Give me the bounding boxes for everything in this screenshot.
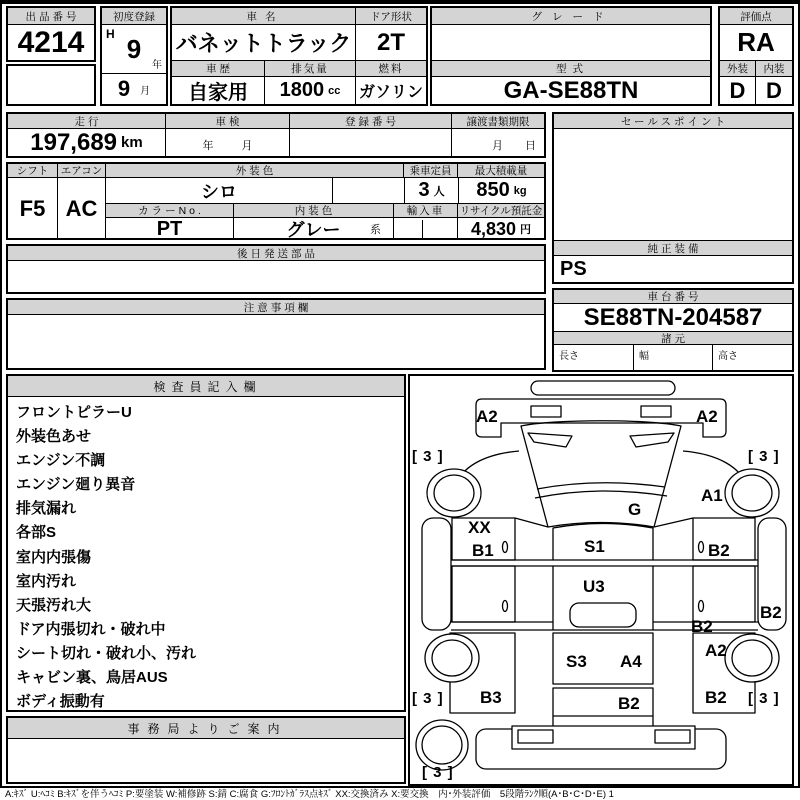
damage-label-cab-roof: S1 <box>584 537 605 556</box>
exterior-color-extra-cell <box>332 178 404 204</box>
interior-color-label: 内装色 <box>234 204 394 218</box>
aircon-label: エアコン <box>58 164 106 178</box>
dimensions-label: 諸元 <box>554 332 792 345</box>
model-label: 型式 <box>432 61 710 77</box>
length-cell <box>554 345 634 370</box>
exterior-color-value: シロ <box>106 178 332 204</box>
inspector-note: 排気漏れ <box>16 500 77 518</box>
later-parts-block <box>6 244 546 294</box>
shaken-cell <box>166 129 290 156</box>
damage-code-legend: A:ｷｽﾞ U:ﾍｺﾐ B:ｷｽﾞを伴うﾍｺﾐ P:要塗装 W:補修跡 S:錆 C:腐食 G:ﾌﾛﾝﾄｶﾞﾗｽ点ｷｽﾞ XX:交換済み X:要交換 内･外装評価 5段階ﾗﾝｸ順(A･B･C･D･E) 1 <box>5 789 614 800</box>
cowl-line-lower <box>535 491 667 498</box>
damage-label-right-door: B2 <box>708 541 730 560</box>
capacity-label: 乗車定員 <box>404 164 458 178</box>
length-label: 長さ <box>559 351 579 362</box>
exterior-color-label: 外装色 <box>106 164 404 178</box>
width-cell <box>634 345 713 370</box>
displacement-unit: cc <box>328 84 341 97</box>
shift-value: F5 <box>8 178 58 240</box>
color-no-label: カラーNo. <box>106 204 234 218</box>
damage-label-front-right-panel: A2 <box>696 407 718 426</box>
damage-label-cab-back: U3 <box>583 577 605 596</box>
front-right-tire-shape <box>725 469 779 517</box>
mileage-unit: km <box>121 134 143 151</box>
sales-point-content <box>554 129 792 241</box>
transfer-day-unit: 日 <box>525 140 536 152</box>
score-label: 評価点 <box>720 8 792 25</box>
era-letter: H <box>106 27 115 41</box>
recycle-unit: 円 <box>520 224 532 236</box>
import-cell <box>394 218 458 240</box>
damage-label-left-bed-side: B3 <box>480 688 502 707</box>
first-registration-block <box>100 6 168 106</box>
aircon-value: AC <box>58 178 106 240</box>
mileage-value: 197,689 <box>30 128 118 156</box>
displacement-label: 排気量 <box>265 61 356 77</box>
interior-grade: D <box>766 77 782 103</box>
inspector-note: シート切れ・破れ小、汚れ <box>16 644 197 662</box>
lot-blank-box <box>6 64 96 106</box>
spare-tire-shape <box>416 720 468 770</box>
height-label: 高さ <box>718 351 738 362</box>
windshield-shape <box>521 421 681 527</box>
registration-number-value <box>290 129 452 156</box>
height-cell <box>713 345 792 370</box>
mileage-row <box>6 112 546 158</box>
equipment-label: 純正装備 <box>554 241 792 256</box>
max-load-unit: kg <box>513 184 527 197</box>
car-name-label: 車名 <box>172 8 356 25</box>
damage-label-left-front-replaced: XX <box>468 518 491 537</box>
inspector-note: 各部S <box>16 524 57 542</box>
transfer-deadline-label: 譲渡書類期限 <box>452 114 544 129</box>
damage-label-bed-left: S3 <box>566 652 587 671</box>
displacement-value: 1800 <box>279 79 325 101</box>
max-load-cell <box>458 178 544 204</box>
damage-label-right-bed-side: B2 <box>705 688 727 707</box>
fuel-value: ガソリン <box>358 84 423 101</box>
front-bumper-shape <box>531 381 675 395</box>
cowl-line-upper <box>537 483 665 489</box>
inspector-note: 室内汚れ <box>16 572 77 590</box>
capacity-unit: 人 <box>433 185 445 198</box>
exterior-grade: D <box>720 77 756 104</box>
grade-block <box>430 6 712 106</box>
interior-label: 内装 <box>756 61 792 77</box>
month-unit: 月 <box>140 85 151 97</box>
recycle-cell <box>458 218 544 240</box>
exterior-label: 外装 <box>720 61 756 77</box>
chassis-number: SE88TN-204587 <box>554 304 792 332</box>
max-load-value: 850 <box>476 179 510 201</box>
mileage-label: 走行 <box>8 114 166 129</box>
rear-left-tire-shape <box>425 634 479 682</box>
inspector-note: エンジン不調 <box>16 452 106 470</box>
width-label: 幅 <box>639 351 649 362</box>
shift-label: シフト <box>8 164 58 178</box>
lot-number-label: 出品番号 <box>8 8 94 25</box>
shaken-year-unit: 年 <box>202 140 214 152</box>
model-value: GA-SE88TN <box>503 76 639 104</box>
interior-color-value: グレー <box>286 220 341 240</box>
front-panel-shape <box>476 399 726 437</box>
later-parts-content <box>8 261 544 292</box>
score-block <box>718 6 794 106</box>
max-load-label: 最大積載量 <box>458 164 544 178</box>
damage-label-right-side-strip: B2 <box>760 603 782 622</box>
tailgate-bumper-joints <box>553 716 653 727</box>
import-cell-divider <box>422 220 423 240</box>
later-parts-label: 後日発送部品 <box>8 246 544 261</box>
cab-rear-window-shape <box>570 603 636 627</box>
inspector-note: 室内内張傷 <box>16 548 92 566</box>
transfer-deadline-cell <box>452 129 544 156</box>
equipment-value: PS <box>560 257 587 280</box>
interior-color-suffix: 系 <box>370 224 381 236</box>
shaken-month-unit: 月 <box>241 140 253 152</box>
left-wiper-shape <box>528 433 572 447</box>
transfer-month-unit: 月 <box>492 140 503 152</box>
damage-label-rear-right-tire: [ 3 ] <box>748 690 780 707</box>
interior-color-cell <box>234 218 394 240</box>
score-value: RA <box>720 25 792 61</box>
inspector-note: フロントピラーU <box>16 404 132 421</box>
damage-diagram <box>408 374 794 786</box>
lot-number-block <box>6 6 96 62</box>
damage-label-rear-left-tire: [ 3 ] <box>412 690 444 707</box>
cab-back-shape <box>553 566 653 630</box>
registration-year: 9 <box>126 33 142 64</box>
right-cab-joint-line <box>654 518 693 527</box>
damage-label-right-mid-panel: B2 <box>691 617 713 636</box>
caution-block <box>6 298 546 370</box>
damage-label-bed-right: A4 <box>620 652 642 671</box>
registration-month: 9 <box>117 76 131 101</box>
grade-label: グレード <box>432 8 710 25</box>
door-shape-value: 2T <box>356 25 426 61</box>
history-value: 自家用 <box>172 77 265 104</box>
import-label: 輸入車 <box>394 204 458 218</box>
inspector-note: 天張汚れ大 <box>16 596 92 614</box>
fuel-label: 燃料 <box>356 61 426 77</box>
registration-month-cell <box>102 74 166 104</box>
truck-outline-drawing <box>410 376 792 784</box>
chassis-label: 車台番号 <box>554 290 792 304</box>
damage-label-right-front-fender: A1 <box>701 486 723 505</box>
damage-label-left-door: B1 <box>472 541 494 560</box>
displacement-cell <box>265 77 356 104</box>
shaken-label: 車検 <box>166 114 290 129</box>
recycle-label: リサイクル預託金 <box>459 205 543 217</box>
caution-label: 注意事項欄 <box>8 300 544 315</box>
damage-label-front-right-tire: [ 3 ] <box>748 448 780 465</box>
recycle-fee: 4,830 <box>470 218 517 239</box>
history-label: 車歴 <box>172 61 265 77</box>
car-name-block <box>170 6 428 106</box>
right-lower-panel-shape <box>693 566 755 622</box>
capacity-cell <box>404 178 458 204</box>
inspector-note: ボディ振動有 <box>16 693 105 711</box>
caution-content <box>8 315 544 368</box>
mileage-cell <box>8 129 166 156</box>
inspector-notes <box>8 397 404 718</box>
color-no-value: PT <box>106 218 234 240</box>
belt-line <box>451 560 758 566</box>
left-lower-panel-shape <box>452 566 515 622</box>
office-content <box>8 739 404 782</box>
inspector-note: キャビン裏、鳥居AUS <box>16 669 168 687</box>
grade-value <box>432 25 710 61</box>
lot-number-value: 4214 <box>17 25 85 59</box>
registration-year-cell <box>102 25 166 74</box>
office-title: 事務局よりご案内 <box>8 718 404 739</box>
right-lower-handle <box>699 601 704 612</box>
damage-label-right-rear-fender: A2 <box>705 641 727 660</box>
left-lower-handle <box>503 601 508 612</box>
door-shape-label: ドア形状 <box>356 8 426 25</box>
right-wiper-shape <box>630 433 674 447</box>
damage-label-windshield: G <box>628 500 642 519</box>
first-registration-label: 初度登録 <box>102 8 166 25</box>
inspector-note: エンジン廻り異音 <box>16 476 136 494</box>
inspector-note: 外装色あせ <box>16 428 92 446</box>
left-side-strip-shape <box>422 518 451 630</box>
left-cab-joint-line <box>515 518 548 527</box>
right-door-handle <box>699 542 704 553</box>
damage-label-tailgate: B2 <box>618 694 640 713</box>
chassis-block <box>552 288 794 372</box>
inspector-title: 検査員記入欄 <box>8 376 404 397</box>
office-block <box>6 716 406 784</box>
inspector-note: ドア内張切れ・破れ中 <box>16 620 166 638</box>
year-unit: 年 <box>152 60 162 71</box>
car-name-value: バネットトラック <box>172 25 356 61</box>
capacity-value: 3 <box>418 179 430 201</box>
right-headlight-shape <box>641 406 671 417</box>
rear-right-tire-shape <box>725 634 779 682</box>
sales-point-label: セールスポイント <box>554 114 792 129</box>
left-door-handle <box>503 542 508 553</box>
damage-label-spare-tire: [ 3 ] <box>422 764 454 781</box>
damage-label-front-left-panel: A2 <box>476 407 498 426</box>
left-headlight-shape <box>531 406 561 417</box>
inspector-block <box>6 374 406 712</box>
damage-label-front-left-tire: [ 3 ] <box>412 448 444 465</box>
front-left-tire-shape <box>427 469 481 517</box>
sales-point-block <box>552 112 794 284</box>
registration-number-label: 登録番号 <box>290 114 452 129</box>
spec-block <box>6 162 546 240</box>
